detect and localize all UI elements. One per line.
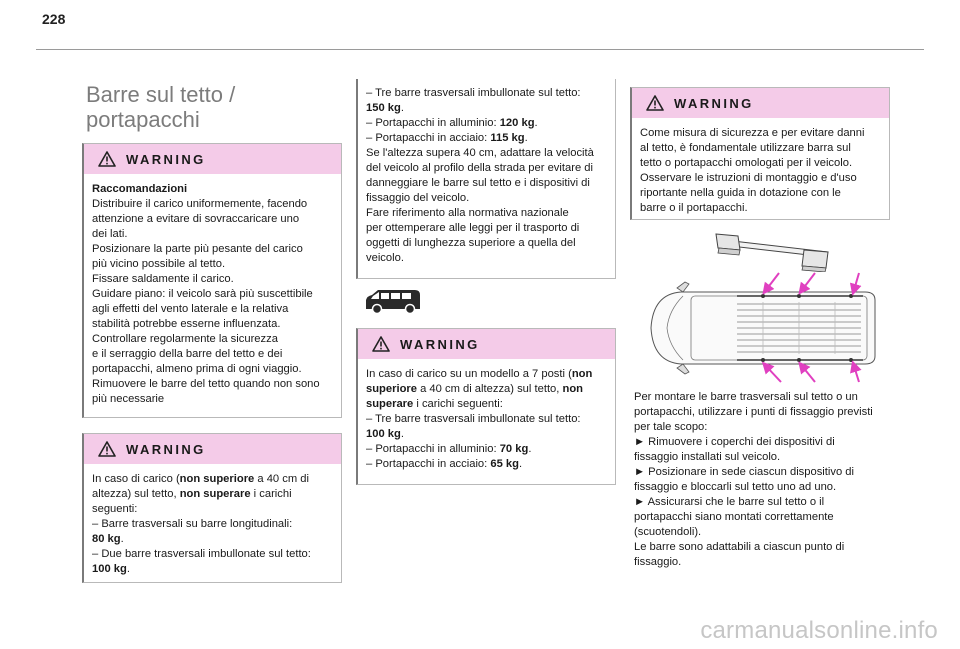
- body-line: Distribuire il carico uniformemente, facendo: [92, 198, 308, 210]
- body-line: stabilità potrebbe esserne influenzata.: [92, 318, 281, 330]
- roof-bar-illustration: [710, 230, 840, 272]
- warning-header: [632, 88, 889, 118]
- body-line: ► Posizionare in sede ciascun dispositivo di: [634, 466, 855, 478]
- body-line: seguenti:: [92, 503, 138, 515]
- section-title-line-2: portapacchi: [86, 107, 200, 132]
- body-line: per tale scopo:: [634, 421, 708, 433]
- body-line: – Tre barre trasversali imbullonate sul tetto:: [366, 87, 581, 99]
- body-line: barre o il portapacchi.: [640, 202, 748, 214]
- body-line: Fissare saldamente il carico.: [92, 273, 234, 285]
- body-line: Controllare regolarmente la sicurezza: [92, 333, 278, 345]
- body-line: fissaggio installati sul veicolo.: [634, 451, 781, 463]
- body-line: fissaggio e bloccarli sul tetto uno ad uno.: [634, 481, 837, 493]
- body-line: – Portapacchi in alluminio: 120 kg.: [366, 117, 538, 129]
- body-line: 100 kg.: [366, 428, 404, 440]
- warning-title: WARNING: [126, 151, 206, 167]
- body-line: In caso di carico su un modello a 7 posti (non: [366, 368, 593, 380]
- body-line: Raccomandazioni: [92, 183, 188, 195]
- body-line: fissaggio.: [634, 556, 682, 568]
- body-line: Se l'altezza supera 40 cm, adattare la velocità: [366, 147, 594, 159]
- body-line: Fare riferimento alla normativa nazionale: [366, 207, 569, 219]
- van-icon: [363, 288, 423, 316]
- body-line: al tetto, è fondamentale utilizzare barra sul: [640, 142, 851, 154]
- body-line: Per montare le barre trasversali sul tetto o un: [634, 391, 858, 403]
- body-line: fissaggio del veicolo.: [366, 192, 470, 204]
- body-line: 150 kg.: [366, 102, 404, 114]
- body-line: più vicino possibile al tetto.: [92, 258, 226, 270]
- body-line: – Tre barre trasversali imbullonate sul tetto:: [366, 413, 581, 425]
- warning-header: [358, 329, 615, 359]
- warning-box-recommendations: [82, 143, 342, 418]
- warning-box-load-limits: [82, 433, 342, 583]
- mounting-instructions: [634, 390, 894, 570]
- body-line: tetto o portapacchi omologati per il veicolo.: [640, 157, 853, 169]
- body-line: e il serraggio della barre del tetto e dei: [92, 348, 283, 360]
- warning-body: [358, 359, 615, 482]
- continuation-box: [356, 79, 616, 279]
- body-line: portapacchi, almeno prima di ogni viaggio.: [92, 363, 302, 375]
- body-line: Come misura di sicurezza e per evitare danni: [640, 127, 865, 139]
- body-line: (scuotendoli).: [634, 526, 702, 538]
- body-line: riportante nella guida in dotazione con le: [640, 187, 841, 199]
- body-line: portapacchi siano montati correttamente: [634, 511, 834, 523]
- body-line: superare i carichi seguenti:: [366, 398, 503, 410]
- body-line: – Portapacchi in acciaio: 65 kg.: [366, 458, 523, 470]
- body-line: Le barre sono adattabili a ciascun punto di: [634, 541, 845, 553]
- body-line: agli effetti del vento laterale e la relativa: [92, 303, 289, 315]
- warning-header: [84, 144, 341, 174]
- body-line: 100 kg.: [92, 563, 130, 575]
- body-line: – Barre trasversali su barre longitudinali:: [92, 518, 293, 530]
- warning-header: [84, 434, 341, 464]
- warning-body: [84, 464, 341, 587]
- warning-triangle-icon: [98, 151, 116, 167]
- body-line: – Portapacchi in alluminio: 70 kg.: [366, 443, 532, 455]
- warning-body: [84, 174, 341, 417]
- body-line: dei lati.: [92, 228, 128, 240]
- body-line: danneggiare le barre sul tetto e i dispositivi di: [366, 177, 590, 189]
- header-divider: [36, 49, 924, 50]
- watermark: carmanualsonline.info: [700, 617, 938, 644]
- warning-box-7-seat: [356, 328, 616, 485]
- warning-triangle-icon: [98, 441, 116, 457]
- body-line: per ottemperare alle leggi per il trasporto di: [366, 222, 580, 234]
- body-line: – Portapacchi in acciaio: 115 kg.: [366, 132, 528, 144]
- body-line: Posizionare la parte più pesante del carico: [92, 243, 303, 255]
- warning-title: WARNING: [126, 441, 206, 457]
- body-line: 80 kg.: [92, 533, 124, 545]
- section-title: [86, 82, 336, 132]
- body-line: Guidare piano: il veicolo sarà più suscettibile: [92, 288, 313, 300]
- warning-body: [632, 118, 889, 226]
- page-number: 228: [42, 11, 66, 27]
- warning-title: WARNING: [674, 95, 754, 111]
- van-roof-top-view: [645, 270, 880, 385]
- body-line: – Due barre trasversali imbullonate sul tetto:: [92, 548, 311, 560]
- warning-triangle-icon: [646, 95, 664, 111]
- body-line: Rimuovere le barre del tetto quando non sono: [92, 378, 320, 390]
- body-line: veicolo.: [366, 252, 404, 264]
- body-line: ► Rimuovere i coperchi dei dispositivi di: [634, 436, 835, 448]
- continuation-body: [358, 79, 615, 276]
- body-line: portapacchi, utilizzare i punti di fissaggio previsti: [634, 406, 873, 418]
- warning-box-approved-bars: [630, 87, 890, 220]
- warning-triangle-icon: [372, 336, 390, 352]
- body-line: In caso di carico (non superiore a 40 cm di: [92, 473, 309, 485]
- body-line: superiore a 40 cm di altezza) sul tetto, non: [366, 383, 584, 395]
- section-title-line-1: Barre sul tetto /: [86, 82, 236, 107]
- body-line: ► Assicurarsi che le barre sul tetto o il: [634, 496, 825, 508]
- body-line: attenzione a evitare di sovraccaricare uno: [92, 213, 300, 225]
- body-line: altezza) sul tetto, non superare i carichi: [92, 488, 292, 500]
- warning-title: WARNING: [400, 336, 480, 352]
- body-line: Osservare le istruzioni di montaggio e d'uso: [640, 172, 857, 184]
- body-line: oggetti di lunghezza superiore a quella del: [366, 237, 576, 249]
- body-line: più necessarie: [92, 393, 165, 405]
- body-line: del veicolo al profilo della strada per evitare di: [366, 162, 593, 174]
